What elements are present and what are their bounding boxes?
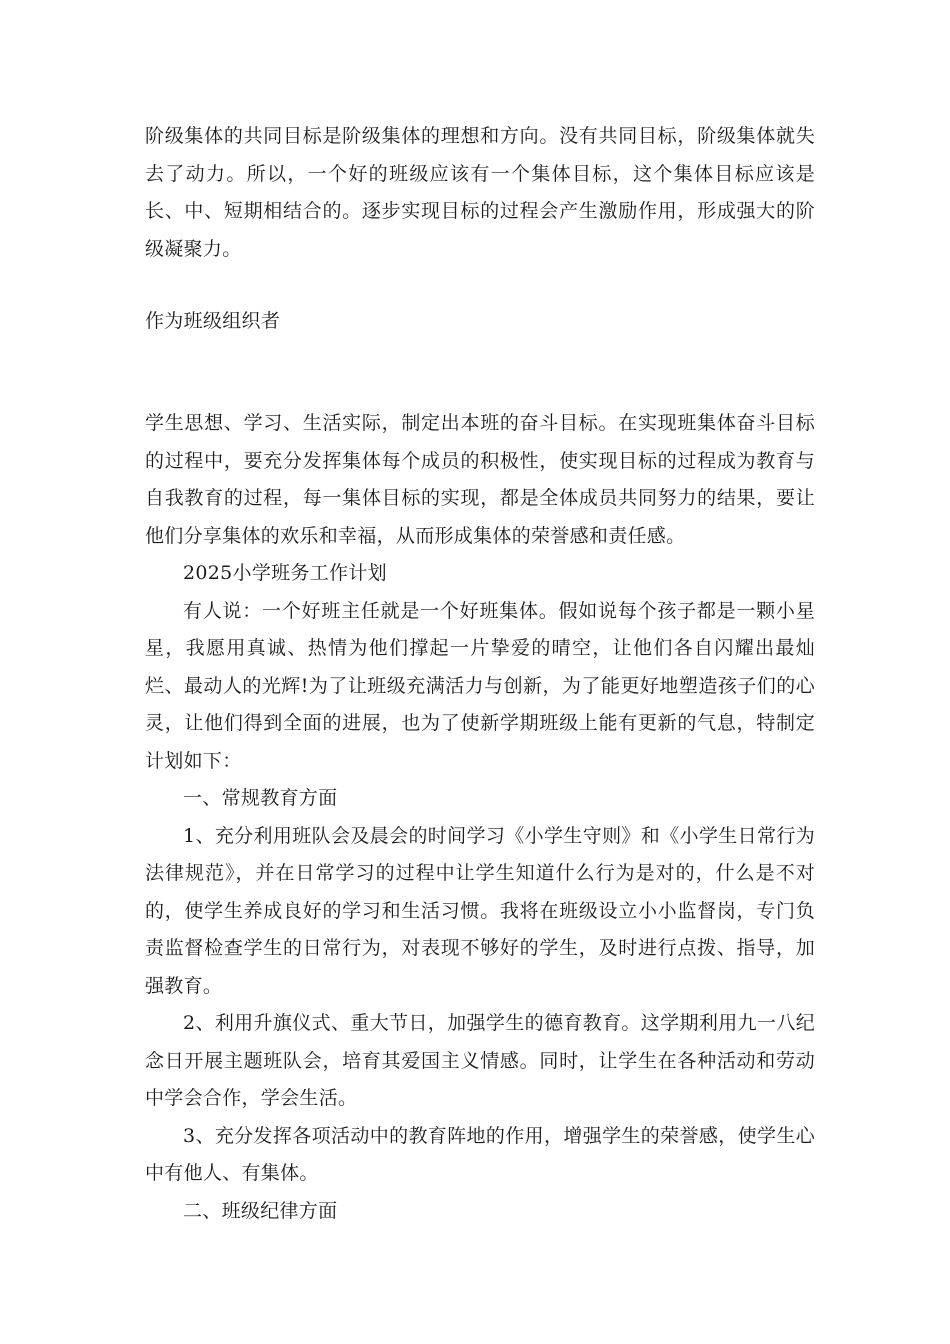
section-heading-routine-education: 一、常规教育方面 xyxy=(183,787,338,809)
document-body xyxy=(145,405,815,1230)
paragraph-class-goal xyxy=(145,118,815,268)
list-item-3: 3、充分发挥各项活动中的教育阵地的作用，增强学生的荣誉感，使学生心中有他人、有集体。 xyxy=(145,1124,815,1184)
paragraph-organizer-text: 作为班级组织者 xyxy=(145,310,281,332)
paragraph-intro: 有人说：一个好班主任就是一个好班集体。假如说每个孩子都是一颗小星星，我愿用真诚、热情为他们撑起一片挚爱的晴空，让他们各自闪耀出最灿烂、最动人的光辉!为了让班级充满活力与创新，为了能更好地塑造孩子们的心灵，让他们得到全面的进展，也为了使新学期班级上能有更新的气息，特制定计划如下： xyxy=(145,599,815,772)
list-item-2: 2、利用升旗仪式、重大节日，加强学生的德育教育。这学期利用九一八纪念日开展主题班队会，培育其爱国主义情感。同时，让学生在各种活动和劳动中学会合作，学会生活。 xyxy=(145,1012,815,1109)
section-heading-class-discipline: 二、班级纪律方面 xyxy=(183,1199,338,1222)
paragraph-organizer xyxy=(145,303,815,341)
paragraph-students: 学生思想、学习、生活实际，制定出本班的奋斗目标。在实现班集体奋斗目标的过程中，要充分发挥集体每个成员的积极性，使实现目标的过程成为教育与自我教育的过程，每一集体目标的实现，都是全体成员共同努力的结果，要让他们分享集体的欢乐和幸福，从而形成集体的荣誉感和责任感。 xyxy=(145,412,815,547)
paragraph-goal-text: 阶级集体的共同目标是阶级集体的理想和方向。没有共同目标，阶级集体就失去了动力。所以，一个好的班级应该有一个集体目标，这个集体目标应该是长、中、短期相结合的。逐步实现目标的过程会产生激励作用，形成强大的阶级凝聚力。 xyxy=(145,125,815,260)
document-title: 2025小学班务工作计划 xyxy=(183,562,387,584)
list-item-1: 1、充分利用班队会及晨会的时间学习《小学生守则》和《小学生日常行为法律规范》，并在日常学习的过程中让学生知道什么行为是对的，什么是不对的，使学生养成良好的学习和生活习惯。我将在班级设立小小监督岗，专门负责监督检查学生的日常行为，对表现不够好的学生，及时进行点拨、指导，加强教育。 xyxy=(145,824,815,997)
